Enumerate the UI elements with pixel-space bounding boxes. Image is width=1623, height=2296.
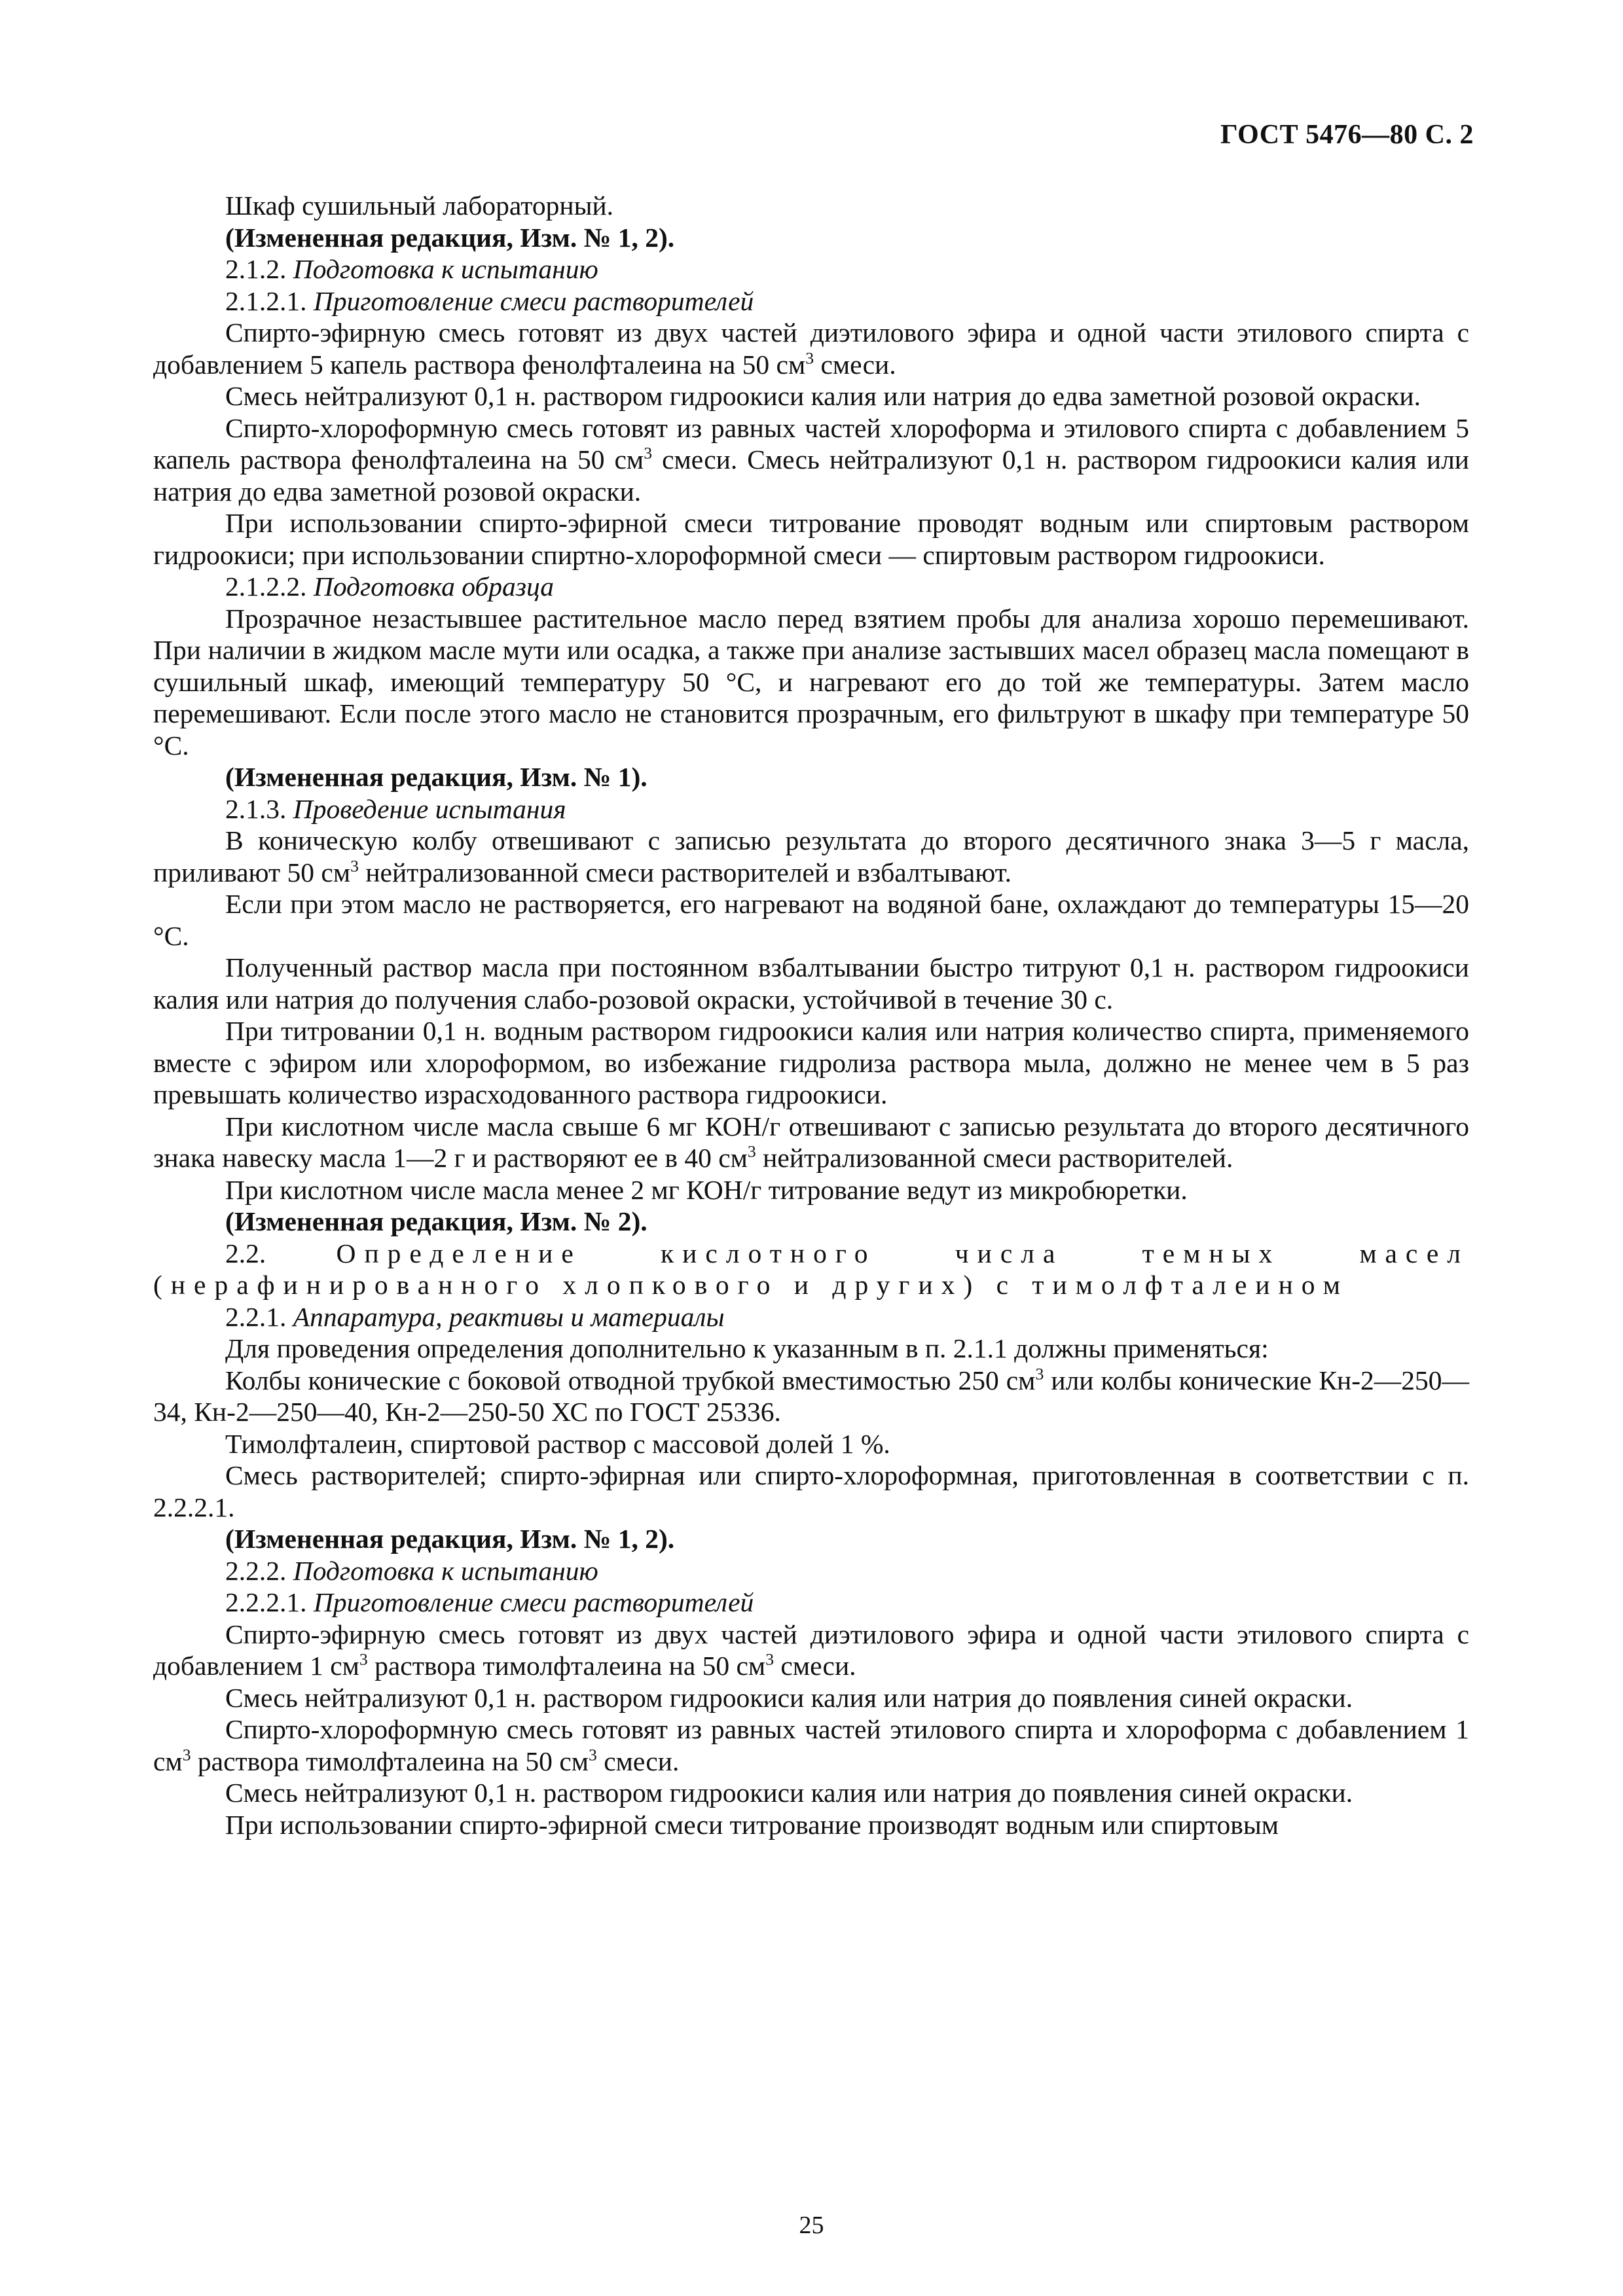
section-heading: 2.2.1. Аппаратура, реактивы и материалы bbox=[225, 1301, 725, 1332]
paragraph: Спирто-хлороформную смесь готовят из равных частей хлороформа и этилового спирта с добавлением 5 капель раствора фенолфталеина на 50 $см^3$ смеси. Смесь нейтрализуют 0,1 н. раствором гидроокиси калия или натрия до едва заметной розовой окраски. bbox=[153, 412, 1470, 507]
paragraph: Колбы конические с боковой отводной трубкой вместимостью 250 $см^3$ или колбы конические Кн-2—250—34, Кн-2—250—40, Кн-2—250-50 ХС по ГОСТ 25336. bbox=[153, 1364, 1470, 1427]
paragraph: Тимолфталеин, спиртовой раствор с массовой долей 1 %. bbox=[225, 1428, 890, 1459]
paragraph: Смесь нейтрализуют 0,1 н. раствором гидроокиси калия или натрия до появления синей окраски. bbox=[225, 1682, 1353, 1713]
section-heading: 2.1.3. Проведение испытания bbox=[225, 793, 566, 824]
section-heading: 2.2.2.1. Приготовление смеси растворителей bbox=[225, 1587, 754, 1617]
paragraph: При кислотном числе масла свыше 6 мг КОН/г отвешивают с записью результата до второго десятичного знака навеску масла 1—2 г и растворяют ее в 40 $см^3$ нейтрализованной смеси растворителей. bbox=[153, 1111, 1469, 1173]
document-body bbox=[153, 190, 1469, 1840]
paragraph: Для проведения определения дополнительно к указанным в п. 2.1.1 должны применяться: bbox=[225, 1333, 1269, 1363]
section-heading: 2.1.2. Подготовка к испытанию bbox=[225, 254, 598, 284]
running-header: ГОСТ 5476—80 С. 2 bbox=[1220, 120, 1474, 150]
paragraph: При использовании спирто-эфирной смеси титрование производят водным или спиртовым bbox=[225, 1809, 1279, 1840]
paragraph: Смесь нейтрализуют 0,1 н. раствором гидроокиси калия или натрия до едва заметной розовой окраски. bbox=[225, 381, 1421, 411]
paragraph: Если при этом масло не растворяется, его нагревают на водяной бане, охлаждают до температуры 15—20 °С. bbox=[153, 889, 1469, 951]
paragraph: В коническую колбу отвешивают с записью результата до второго десятичного знака 3—5 г масла, приливают 50 $см^3$ нейтрализованной смеси растворителей и взбалтывают. bbox=[153, 825, 1469, 888]
paragraph: Спирто-эфирную смесь готовят из двух частей диэтилового эфира и одной части этилового спирта с добавлением 1 $см^3$ раствора тимолфталеина на 50 $см^3$ смеси. bbox=[153, 1619, 1469, 1681]
section-heading: 2.1.2.2. Подготовка образца bbox=[225, 571, 554, 601]
section-heading: 2.2. Определение кислотного числа темных масел (нерафинированного хлопкового и других) с тимолфталеином bbox=[153, 1238, 1469, 1300]
page-number: 25 bbox=[799, 2212, 824, 2239]
amendment-note: (Измененная редакция, Изм. № 1). bbox=[225, 762, 647, 792]
amendment-note: (Измененная редакция, Изм. № 2). bbox=[225, 1206, 647, 1236]
paragraph: Смесь растворителей; спирто-эфирная или спирто-хлороформная, приготовленная в соответствии с п. 2.2.2.1. bbox=[153, 1460, 1469, 1522]
paragraph: При титровании 0,1 н. водным раствором гидроокиси калия или натрия количество спирта, применяемого вместе с эфиром или хлороформом, во избежание гидролиза раствора мыла, должно не менее чем в 5 раз превышать количество израсходованного раствора гидроокиси. bbox=[153, 1016, 1469, 1109]
section-heading: 2.2.2. Подготовка к испытанию bbox=[225, 1555, 598, 1586]
paragraph: Полученный раствор масла при постоянном взбалтывании быстро титруют 0,1 н. раствором гидроокиси калия или натрия до получения слабо-розовой окраски, устойчивой в течение 30 с. bbox=[153, 952, 1469, 1014]
paragraph: Прозрачное незастывшее растительное масло перед взятием пробы для анализа хорошо перемешивают. При наличии в жидком масле мути или осадка, а также при анализе застывших масел образец масла помещают в сушильный шкаф, имеющий температуру 50 °С, и нагревают его до той же температуры. Затем масло перемешивают. Если после этого масло не становится прозрачным, его фильтруют в шкафу при температуре 50 °С. bbox=[153, 603, 1469, 761]
paragraph: При кислотном числе масла менее 2 мг КОН/г титрование ведут из микробюретки. bbox=[225, 1174, 1188, 1205]
paragraph: При использовании спирто-эфирной смеси титрование проводят водным или спиртовым раствором гидроокиси; при использовании спиртно-хлороформной смеси — спиртовым раствором гидроокиси. bbox=[153, 508, 1469, 570]
paragraph: Спирто-хлороформную смесь готовят из равных частей этилового спирта и хлороформа с добавлением 1 $см^3$ раствора тимолфталеина на 50 $см^3$ смеси. bbox=[153, 1714, 1469, 1776]
paragraph: Спирто-эфирную смесь готовят из двух частей диэтилового эфира и одной части этилового спирта с добавлением 5 капель раствора фенолфталеина на 50 $см^3$ смеси. bbox=[153, 317, 1469, 380]
amendment-note: (Измененная редакция, Изм. № 1, 2). bbox=[225, 222, 675, 253]
paragraph: Шкаф сушильный лабораторный. bbox=[225, 190, 614, 221]
paragraph: Смесь нейтрализуют 0,1 н. раствором гидроокиси калия или натрия до появления синей окраски. bbox=[225, 1778, 1353, 1808]
amendment-note: (Измененная редакция, Изм. № 1, 2). bbox=[225, 1524, 675, 1554]
section-heading: 2.1.2.1. Приготовление смеси растворителей bbox=[225, 285, 754, 316]
